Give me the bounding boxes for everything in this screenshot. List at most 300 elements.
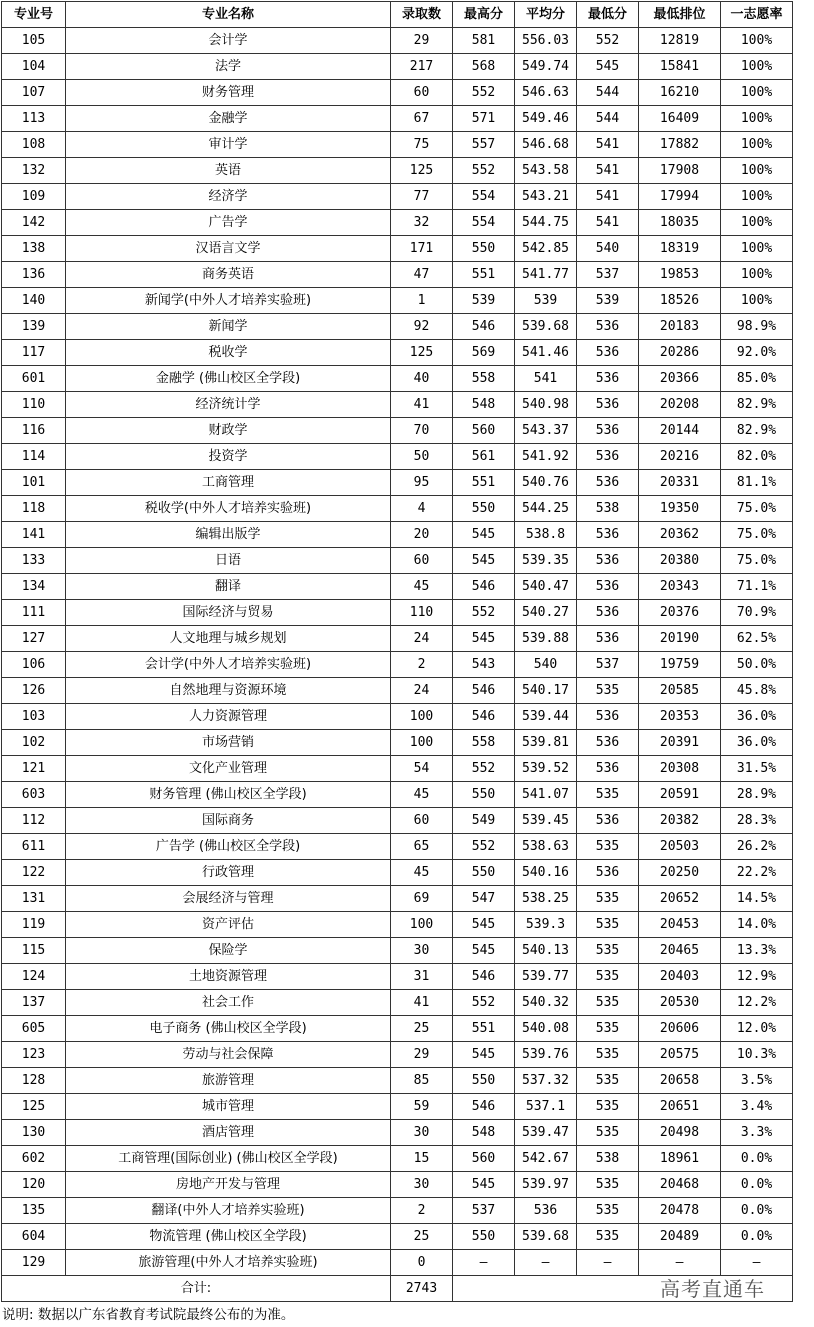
cell-max-score: 545	[453, 1172, 515, 1198]
cell-major-code: 107	[2, 80, 66, 106]
cell-first-choice-rate: 81.1%	[721, 470, 793, 496]
cell-major-name: 旅游管理(中外人才培养实验班)	[66, 1250, 391, 1276]
header-major-code: 专业号	[2, 2, 66, 28]
cell-major-name: 经济统计学	[66, 392, 391, 418]
cell-min-score: 535	[577, 834, 639, 860]
cell-first-choice-rate: 71.1%	[721, 574, 793, 600]
cell-max-score: 551	[453, 262, 515, 288]
table-row	[2, 756, 793, 782]
cell-major-code: 129	[2, 1250, 66, 1276]
cell-max-score: 554	[453, 184, 515, 210]
table-row	[2, 1198, 793, 1224]
cell-max-score: 545	[453, 626, 515, 652]
cell-max-score: 546	[453, 678, 515, 704]
cell-avg-score: 542.67	[515, 1146, 577, 1172]
cell-major-code: 134	[2, 574, 66, 600]
cell-min-score: 535	[577, 1120, 639, 1146]
cell-min-rank: 20382	[639, 808, 721, 834]
cell-min-rank: —	[639, 1250, 721, 1276]
cell-min-rank: 20585	[639, 678, 721, 704]
cell-avg-score: 541.92	[515, 444, 577, 470]
cell-min-score: 537	[577, 262, 639, 288]
cell-major-code: 141	[2, 522, 66, 548]
table-row	[2, 600, 793, 626]
cell-major-code: 115	[2, 938, 66, 964]
cell-major-code: 101	[2, 470, 66, 496]
cell-major-name: 劳动与社会保障	[66, 1042, 391, 1068]
cell-major-name: 审计学	[66, 132, 391, 158]
cell-max-score: 548	[453, 1120, 515, 1146]
cell-major-name: 会计学	[66, 28, 391, 54]
cell-avg-score: 549.46	[515, 106, 577, 132]
cell-min-rank: 17882	[639, 132, 721, 158]
cell-avg-score: 538.25	[515, 886, 577, 912]
cell-avg-score: 540.17	[515, 678, 577, 704]
cell-max-score: 543	[453, 652, 515, 678]
cell-first-choice-rate: 98.9%	[721, 314, 793, 340]
cell-first-choice-rate: 13.3%	[721, 938, 793, 964]
cell-min-score: 535	[577, 1224, 639, 1250]
cell-major-code: 121	[2, 756, 66, 782]
table-row	[2, 782, 793, 808]
table-row	[2, 730, 793, 756]
cell-admitted-count: 32	[391, 210, 453, 236]
cell-avg-score: 539.35	[515, 548, 577, 574]
cell-min-score: 536	[577, 704, 639, 730]
header-avg-score: 平均分	[515, 2, 577, 28]
cell-max-score: 569	[453, 340, 515, 366]
cell-major-code: 120	[2, 1172, 66, 1198]
cell-major-name: 国际商务	[66, 808, 391, 834]
cell-min-rank: 19350	[639, 496, 721, 522]
cell-major-code: 118	[2, 496, 66, 522]
cell-major-code: 133	[2, 548, 66, 574]
cell-min-score: 544	[577, 106, 639, 132]
cell-major-name: 编辑出版学	[66, 522, 391, 548]
cell-admitted-count: 45	[391, 860, 453, 886]
cell-first-choice-rate: 31.5%	[721, 756, 793, 782]
table-row	[2, 1068, 793, 1094]
cell-min-rank: 18035	[639, 210, 721, 236]
cell-major-code: 110	[2, 392, 66, 418]
cell-min-rank: 18319	[639, 236, 721, 262]
cell-major-name: 自然地理与资源环境	[66, 678, 391, 704]
cell-min-score: —	[577, 1250, 639, 1276]
cell-major-code: 105	[2, 28, 66, 54]
cell-major-code: 138	[2, 236, 66, 262]
cell-min-rank: 19759	[639, 652, 721, 678]
cell-max-score: 545	[453, 912, 515, 938]
cell-admitted-count: 60	[391, 808, 453, 834]
cell-admitted-count: 67	[391, 106, 453, 132]
cell-max-score: 546	[453, 314, 515, 340]
cell-major-name: 税收学(中外人才培养实验班)	[66, 496, 391, 522]
cell-max-score: 552	[453, 158, 515, 184]
cell-min-rank: 20658	[639, 1068, 721, 1094]
cell-min-rank: 20308	[639, 756, 721, 782]
cell-major-name: 法学	[66, 54, 391, 80]
cell-major-code: 137	[2, 990, 66, 1016]
cell-min-score: 541	[577, 210, 639, 236]
cell-max-score: —	[453, 1250, 515, 1276]
cell-min-score: 535	[577, 990, 639, 1016]
cell-major-code: 601	[2, 366, 66, 392]
cell-avg-score: 537.32	[515, 1068, 577, 1094]
cell-avg-score: 540.32	[515, 990, 577, 1016]
cell-min-score: 536	[577, 808, 639, 834]
table-row	[2, 262, 793, 288]
cell-avg-score: 540.98	[515, 392, 577, 418]
cell-avg-score: 539.77	[515, 964, 577, 990]
cell-admitted-count: 15	[391, 1146, 453, 1172]
total-label: 合计:	[2, 1276, 391, 1302]
cell-major-code: 125	[2, 1094, 66, 1120]
cell-major-name: 英语	[66, 158, 391, 184]
cell-major-name: 工商管理	[66, 470, 391, 496]
cell-major-name: 保险学	[66, 938, 391, 964]
table-row	[2, 1172, 793, 1198]
table-row	[2, 990, 793, 1016]
cell-major-name: 翻译	[66, 574, 391, 600]
cell-admitted-count: 75	[391, 132, 453, 158]
cell-avg-score: 546.68	[515, 132, 577, 158]
cell-admitted-count: 100	[391, 912, 453, 938]
table-row	[2, 80, 793, 106]
cell-first-choice-rate: 36.0%	[721, 730, 793, 756]
cell-first-choice-rate: 22.2%	[721, 860, 793, 886]
cell-admitted-count: 92	[391, 314, 453, 340]
cell-first-choice-rate: 100%	[721, 132, 793, 158]
cell-admitted-count: 41	[391, 990, 453, 1016]
cell-admitted-count: 47	[391, 262, 453, 288]
cell-max-score: 547	[453, 886, 515, 912]
cell-admitted-count: 65	[391, 834, 453, 860]
cell-major-code: 131	[2, 886, 66, 912]
cell-min-score: 541	[577, 132, 639, 158]
cell-admitted-count: 125	[391, 158, 453, 184]
table-row	[2, 418, 793, 444]
cell-avg-score: 539.88	[515, 626, 577, 652]
cell-first-choice-rate: 100%	[721, 288, 793, 314]
cell-first-choice-rate: 100%	[721, 158, 793, 184]
cell-major-name: 房地产开发与管理	[66, 1172, 391, 1198]
cell-min-score: 536	[577, 574, 639, 600]
cell-avg-score: 542.85	[515, 236, 577, 262]
table-row	[2, 496, 793, 522]
cell-admitted-count: 45	[391, 574, 453, 600]
cell-avg-score: 538.8	[515, 522, 577, 548]
cell-first-choice-rate: 28.3%	[721, 808, 793, 834]
cell-min-rank: 20591	[639, 782, 721, 808]
cell-admitted-count: 31	[391, 964, 453, 990]
table-row	[2, 1016, 793, 1042]
cell-min-rank: 20144	[639, 418, 721, 444]
cell-min-rank: 20652	[639, 886, 721, 912]
cell-max-score: 546	[453, 704, 515, 730]
cell-min-score: 536	[577, 444, 639, 470]
cell-first-choice-rate: 36.0%	[721, 704, 793, 730]
cell-max-score: 550	[453, 1068, 515, 1094]
cell-major-code: 114	[2, 444, 66, 470]
cell-avg-score: 540	[515, 652, 577, 678]
cell-min-score: 541	[577, 184, 639, 210]
cell-major-name: 市场营销	[66, 730, 391, 756]
cell-min-score: 536	[577, 314, 639, 340]
header-max-score: 最高分	[453, 2, 515, 28]
cell-avg-score: 543.21	[515, 184, 577, 210]
cell-max-score: 552	[453, 600, 515, 626]
header-min-rank: 最低排位	[639, 2, 721, 28]
cell-avg-score: 544.25	[515, 496, 577, 522]
cell-min-score: 539	[577, 288, 639, 314]
cell-max-score: 550	[453, 860, 515, 886]
cell-avg-score: 537.1	[515, 1094, 577, 1120]
cell-major-name: 税收学	[66, 340, 391, 366]
cell-admitted-count: 125	[391, 340, 453, 366]
cell-avg-score: 539.68	[515, 1224, 577, 1250]
cell-max-score: 545	[453, 522, 515, 548]
cell-avg-score: 540.47	[515, 574, 577, 600]
cell-min-score: 535	[577, 678, 639, 704]
cell-admitted-count: 171	[391, 236, 453, 262]
cell-admitted-count: 20	[391, 522, 453, 548]
cell-first-choice-rate: 12.0%	[721, 1016, 793, 1042]
cell-min-score: 536	[577, 522, 639, 548]
cell-max-score: 561	[453, 444, 515, 470]
table-row	[2, 678, 793, 704]
cell-min-rank: 20530	[639, 990, 721, 1016]
cell-avg-score: 539.97	[515, 1172, 577, 1198]
cell-first-choice-rate: 14.5%	[721, 886, 793, 912]
table-row	[2, 574, 793, 600]
cell-major-code: 117	[2, 340, 66, 366]
cell-min-score: 535	[577, 1068, 639, 1094]
cell-first-choice-rate: 12.2%	[721, 990, 793, 1016]
cell-min-rank: 20651	[639, 1094, 721, 1120]
cell-max-score: 545	[453, 548, 515, 574]
cell-major-name: 旅游管理	[66, 1068, 391, 1094]
table-header-row	[2, 2, 793, 28]
cell-first-choice-rate: 100%	[721, 80, 793, 106]
cell-min-rank: 12819	[639, 28, 721, 54]
cell-major-name: 社会工作	[66, 990, 391, 1016]
cell-min-rank: 17908	[639, 158, 721, 184]
cell-min-score: 535	[577, 886, 639, 912]
cell-min-rank: 20403	[639, 964, 721, 990]
cell-avg-score: 549.74	[515, 54, 577, 80]
cell-min-score: 535	[577, 1094, 639, 1120]
cell-max-score: 545	[453, 938, 515, 964]
cell-major-code: 127	[2, 626, 66, 652]
cell-major-code: 109	[2, 184, 66, 210]
cell-major-name: 物流管理 (佛山校区全学段)	[66, 1224, 391, 1250]
cell-major-code: 108	[2, 132, 66, 158]
cell-max-score: 552	[453, 990, 515, 1016]
cell-major-code: 102	[2, 730, 66, 756]
cell-avg-score: 541.77	[515, 262, 577, 288]
cell-max-score: 581	[453, 28, 515, 54]
header-first-choice-rate: 一志愿率	[721, 2, 793, 28]
cell-max-score: 552	[453, 834, 515, 860]
table-row	[2, 288, 793, 314]
cell-admitted-count: 95	[391, 470, 453, 496]
cell-min-rank: 20208	[639, 392, 721, 418]
table-row	[2, 54, 793, 80]
cell-first-choice-rate: 100%	[721, 210, 793, 236]
cell-first-choice-rate: 0.0%	[721, 1198, 793, 1224]
cell-admitted-count: 29	[391, 28, 453, 54]
cell-avg-score: 546.63	[515, 80, 577, 106]
cell-major-code: 123	[2, 1042, 66, 1068]
cell-admitted-count: 45	[391, 782, 453, 808]
cell-admitted-count: 85	[391, 1068, 453, 1094]
cell-max-score: 557	[453, 132, 515, 158]
cell-major-name: 电子商务 (佛山校区全学段)	[66, 1016, 391, 1042]
cell-admitted-count: 100	[391, 704, 453, 730]
cell-major-code: 122	[2, 860, 66, 886]
cell-first-choice-rate: 0.0%	[721, 1146, 793, 1172]
cell-major-code: 136	[2, 262, 66, 288]
cell-major-code: 126	[2, 678, 66, 704]
table-row	[2, 314, 793, 340]
cell-min-score: 536	[577, 418, 639, 444]
cell-admitted-count: 30	[391, 1120, 453, 1146]
cell-min-score: 535	[577, 782, 639, 808]
table-row	[2, 522, 793, 548]
cell-min-rank: 20498	[639, 1120, 721, 1146]
cell-major-name: 翻译(中外人才培养实验班)	[66, 1198, 391, 1224]
cell-major-code: 140	[2, 288, 66, 314]
cell-min-rank: 15841	[639, 54, 721, 80]
table-row	[2, 1250, 793, 1276]
cell-first-choice-rate: 3.3%	[721, 1120, 793, 1146]
cell-major-code: 605	[2, 1016, 66, 1042]
cell-min-rank: 20353	[639, 704, 721, 730]
cell-major-name: 会计学(中外人才培养实验班)	[66, 652, 391, 678]
table-row	[2, 392, 793, 418]
cell-major-name: 资产评估	[66, 912, 391, 938]
table-row	[2, 444, 793, 470]
cell-admitted-count: 40	[391, 366, 453, 392]
cell-min-rank: 20376	[639, 600, 721, 626]
cell-max-score: 552	[453, 80, 515, 106]
cell-min-rank: 20606	[639, 1016, 721, 1042]
cell-min-rank: 20250	[639, 860, 721, 886]
cell-avg-score: 536	[515, 1198, 577, 1224]
cell-major-code: 104	[2, 54, 66, 80]
cell-min-rank: 20468	[639, 1172, 721, 1198]
cell-max-score: 558	[453, 730, 515, 756]
cell-admitted-count: 25	[391, 1016, 453, 1042]
cell-max-score: 549	[453, 808, 515, 834]
cell-major-name: 日语	[66, 548, 391, 574]
cell-max-score: 568	[453, 54, 515, 80]
cell-avg-score: 539.81	[515, 730, 577, 756]
cell-major-name: 广告学 (佛山校区全学段)	[66, 834, 391, 860]
cell-first-choice-rate: —	[721, 1250, 793, 1276]
cell-first-choice-rate: 100%	[721, 262, 793, 288]
cell-major-code: 142	[2, 210, 66, 236]
cell-max-score: 546	[453, 574, 515, 600]
cell-major-code: 113	[2, 106, 66, 132]
cell-max-score: 550	[453, 782, 515, 808]
cell-avg-score: 543.58	[515, 158, 577, 184]
cell-admitted-count: 2	[391, 1198, 453, 1224]
table-row	[2, 1094, 793, 1120]
cell-min-rank: 20380	[639, 548, 721, 574]
cell-admitted-count: 1	[391, 288, 453, 314]
cell-major-code: 103	[2, 704, 66, 730]
cell-min-rank: 17994	[639, 184, 721, 210]
cell-avg-score: 540.08	[515, 1016, 577, 1042]
cell-avg-score: 540.16	[515, 860, 577, 886]
cell-major-name: 城市管理	[66, 1094, 391, 1120]
cell-avg-score: 539.47	[515, 1120, 577, 1146]
table-row	[2, 912, 793, 938]
table-row	[2, 652, 793, 678]
cell-max-score: 550	[453, 496, 515, 522]
cell-admitted-count: 24	[391, 678, 453, 704]
cell-major-name: 财务管理 (佛山校区全学段)	[66, 782, 391, 808]
cell-major-code: 119	[2, 912, 66, 938]
cell-min-score: 535	[577, 964, 639, 990]
table-row	[2, 1224, 793, 1250]
cell-max-score: 558	[453, 366, 515, 392]
cell-min-score: 537	[577, 652, 639, 678]
cell-min-rank: 20489	[639, 1224, 721, 1250]
cell-min-score: 544	[577, 80, 639, 106]
cell-admitted-count: 60	[391, 548, 453, 574]
cell-first-choice-rate: 82.0%	[721, 444, 793, 470]
table-row	[2, 28, 793, 54]
cell-avg-score: 539.52	[515, 756, 577, 782]
cell-min-rank: 20575	[639, 1042, 721, 1068]
cell-major-code: 124	[2, 964, 66, 990]
cell-first-choice-rate: 100%	[721, 28, 793, 54]
cell-min-score: 536	[577, 366, 639, 392]
cell-first-choice-rate: 45.8%	[721, 678, 793, 704]
cell-min-rank: 20183	[639, 314, 721, 340]
cell-avg-score: 541.46	[515, 340, 577, 366]
cell-first-choice-rate: 70.9%	[721, 600, 793, 626]
cell-first-choice-rate: 75.0%	[721, 496, 793, 522]
cell-min-rank: 20453	[639, 912, 721, 938]
cell-major-name: 酒店管理	[66, 1120, 391, 1146]
cell-first-choice-rate: 14.0%	[721, 912, 793, 938]
cell-admitted-count: 100	[391, 730, 453, 756]
cell-max-score: 545	[453, 1042, 515, 1068]
cell-max-score: 560	[453, 1146, 515, 1172]
cell-admitted-count: 4	[391, 496, 453, 522]
table-body	[2, 28, 793, 1276]
cell-major-name: 文化产业管理	[66, 756, 391, 782]
table-row	[2, 860, 793, 886]
cell-major-name: 人文地理与城乡规划	[66, 626, 391, 652]
cell-admitted-count: 59	[391, 1094, 453, 1120]
cell-first-choice-rate: 12.9%	[721, 964, 793, 990]
cell-major-code: 106	[2, 652, 66, 678]
cell-major-name: 金融学 (佛山校区全学段)	[66, 366, 391, 392]
cell-avg-score: 541.07	[515, 782, 577, 808]
cell-admitted-count: 41	[391, 392, 453, 418]
table-row	[2, 704, 793, 730]
cell-avg-score: 541	[515, 366, 577, 392]
cell-min-score: 541	[577, 158, 639, 184]
table-row	[2, 626, 793, 652]
table-row	[2, 964, 793, 990]
cell-admitted-count: 29	[391, 1042, 453, 1068]
total-value: 2743	[391, 1276, 453, 1302]
